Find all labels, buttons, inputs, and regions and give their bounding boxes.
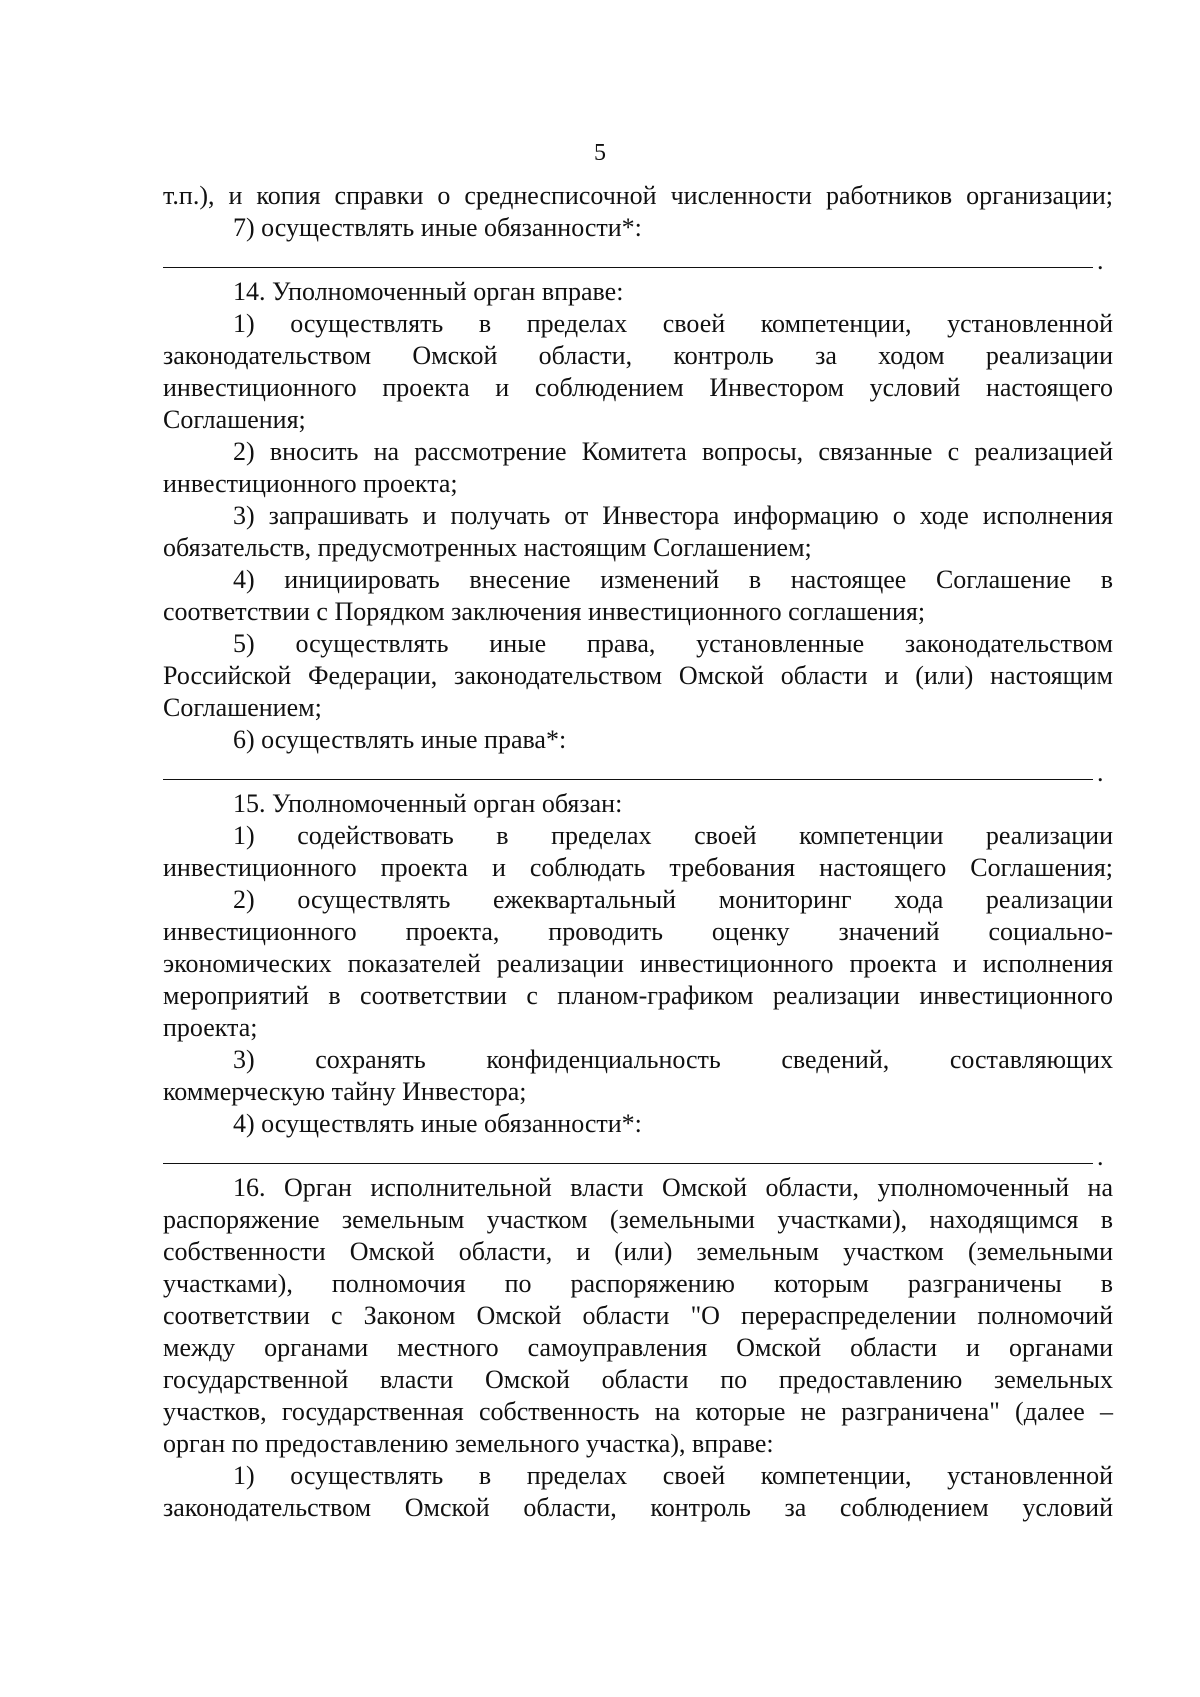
underline-rule: [163, 267, 1093, 268]
text-line: участками), полномочия по распоряжению которым разграничены в: [163, 1269, 1113, 1298]
underline-rule: [163, 779, 1093, 780]
text-line: инвестиционного проекта и соблюдать требования настоящего Соглашения;: [163, 853, 1113, 882]
text-line: государственной власти Омской области по предоставлению земельных: [163, 1365, 1113, 1394]
text-line: Российской Федерации, законодательством Омской области и (или) настоящим: [163, 661, 1113, 690]
clause-14-1: 1) осуществлять в пределах своей компетенции, установленной: [233, 309, 1113, 338]
text-line: инвестиционного проекта;: [163, 469, 458, 498]
text-line: законодательством Омской области, контроль за ходом реализации: [163, 341, 1113, 370]
text-line: Соглашением;: [163, 693, 322, 722]
clause-13-7: 7) осуществлять иные обязанности*:: [233, 213, 642, 242]
clause-14-4: 4) инициировать внесение изменений в настоящее Соглашение в: [233, 565, 1113, 594]
text-line: Соглашения;: [163, 405, 306, 434]
text-line: т.п.), и копия справки о среднесписочной численности работников организации;: [163, 181, 1113, 210]
fill-end-dot: .: [1097, 1142, 1104, 1171]
clause-15-3: 3) сохранять конфиденциальность сведений, составляющих: [233, 1045, 1113, 1074]
clause-14-3: 3) запрашивать и получать от Инвестора информацию о ходе исполнения: [233, 501, 1113, 530]
text-line: соответствии с Законом Омской области "О перераспределении полномочий: [163, 1301, 1113, 1330]
text-line: орган по предоставлению земельного участка), вправе:: [163, 1429, 774, 1458]
text-line: участков, государственная собственность на которые не разграничена" (далее –: [163, 1397, 1113, 1426]
blank-fill-line: [163, 244, 1113, 274]
text-line: инвестиционного проекта, проводить оценку значений социально-: [163, 917, 1113, 946]
text-line: соответствии с Порядком заключения инвестиционного соглашения;: [163, 597, 926, 626]
text-line: проекта;: [163, 1013, 258, 1042]
document-body: [163, 180, 1113, 1524]
section-14-heading: 14. Уполномоченный орган вправе:: [233, 277, 624, 306]
text-line: обязательств, предусмотренных настоящим Соглашением;: [163, 533, 812, 562]
clause-15-1: 1) содействовать в пределах своей компетенции реализации: [233, 821, 1113, 850]
text-line: мероприятий в соответствии с планом-графиком реализации инвестиционного: [163, 981, 1113, 1010]
clause-14-6: 6) осуществлять иные права*:: [233, 725, 567, 754]
section-16-heading: 16. Орган исполнительной власти Омской области, уполномоченный на: [233, 1173, 1113, 1202]
clause-16-1: 1) осуществлять в пределах своей компетенции, установленной: [233, 1461, 1113, 1490]
clause-15-4: 4) осуществлять иные обязанности*:: [233, 1109, 642, 1138]
text-line: коммерческую тайну Инвестора;: [163, 1077, 527, 1106]
text-line: собственности Омской области, и (или) земельным участком (земельными: [163, 1237, 1113, 1266]
fill-end-dot: .: [1097, 246, 1104, 275]
text-line: между органами местного самоуправления Омской области и органами: [163, 1333, 1113, 1362]
text-line: распоряжение земельным участком (земельными участками), находящимся в: [163, 1205, 1113, 1234]
text-line: законодательством Омской области, контроль за соблюдением условий: [163, 1493, 1113, 1522]
blank-fill-line: [163, 756, 1113, 786]
clause-14-5: 5) осуществлять иные права, установленные законодательством: [233, 629, 1113, 658]
fill-end-dot: .: [1097, 758, 1104, 787]
page-number: 5: [594, 140, 606, 166]
underline-rule: [163, 1163, 1093, 1164]
blank-fill-line: [163, 1140, 1113, 1170]
section-15-heading: 15. Уполномоченный орган обязан:: [233, 789, 623, 818]
text-line: экономических показателей реализации инвестиционного проекта и исполнения: [163, 949, 1113, 978]
clause-15-2: 2) осуществлять ежеквартальный мониторинг хода реализации: [233, 885, 1113, 914]
text-line: инвестиционного проекта и соблюдением Инвестором условий настоящего: [163, 373, 1113, 402]
clause-14-2: 2) вносить на рассмотрение Комитета вопросы, связанные с реализацией: [233, 437, 1113, 466]
